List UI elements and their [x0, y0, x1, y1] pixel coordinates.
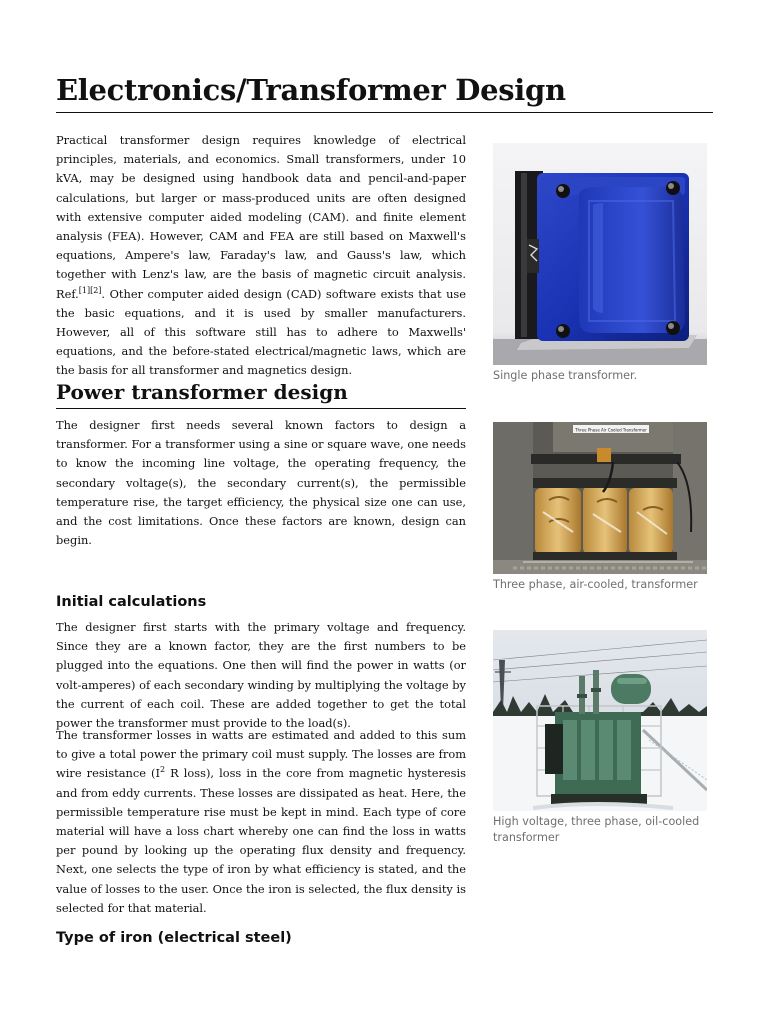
figure-caption-oil-cooled: High voltage, three phase, oil-cooled transformer: [493, 815, 700, 844]
subheading-initial-calculations: Initial calculations: [56, 594, 207, 610]
oil-cooled-transformer-image[interactable]: [493, 630, 707, 811]
section-heading-power-transformer-design: Power transformer design: [56, 378, 466, 409]
intro-text-1: Practical transformer design requires knowledge of electrical principles, materials, and economics. Small transformers, under 10 kVA, may be designed using handbook data and pencil-and-paper calculations, but larger or mass-produced units are often designed with extensive computer aided modeling (CAM). and finite element analysis (FEA). However, CAM and FEA are still based on Maxwell's equations, Ampere's law, Faraday's law, and Gauss's law, which together with Lenz's law, are the basis of magnetic circuit analysis. Ref.: [56, 133, 466, 301]
sign-text: Three Phase Air Cooled Transformer: [575, 427, 647, 433]
single-phase-transformer-illustration: [493, 143, 707, 365]
oil-cooled-transformer-illustration: [493, 630, 707, 811]
initial-calculations-paragraph-1: The designer first starts with the primary voltage and frequency. Since they are a known factor, they are the first numbers to be plugged into the equations. One then will find the power in watts (or volt-amperes) of each secondary winding by multiplying the voltage by the current of each coil. These are added together to get the total power the transformer must provide to the load(s).: [56, 620, 466, 731]
page-title: Electronics/Transformer Design: [56, 72, 713, 113]
power-design-paragraph: The designer first needs several known factors to design a transformer. For a transformer using a sine or square wave, one needs to know the incoming line voltage, the operating frequency, the secondary voltage(s), the secondary current(s), the permissible temperature rise, the target efficiency, the physical size one can use, and the cost limitations. Once these factors are known, design can begin.: [56, 418, 466, 548]
subheading-type-of-iron: Type of iron (electrical steel): [56, 930, 292, 946]
losses-text-1: The transformer losses in watts are estimated and added to this sum to give a total power the primary coil must supply. The losses are from wire resistance (I: [56, 728, 466, 781]
figure-three-phase-air-cooled: [493, 422, 707, 593]
figure-single-phase: [493, 143, 707, 384]
losses-text-2: R loss), loss in the core from magnetic hysteresis and from eddy currents. These losses are dissipated as heat. Here, the permissible temperature rise must be kept in mind. Each type of core material will have a loss chart whereby one can find the loss in watts per pound by looking up the operating flux density and frequency. Next, one selects the type of iron by what efficiency is stated, and the value of losses to the user. Once the iron is selected, the flux density is selected for that material.: [56, 766, 466, 915]
squared-superscript: 2: [159, 765, 166, 775]
intro-text-2: . Other computer aided design (CAD) software exists that use the basic equations, and it is used by smaller manufacturers. However, all of this software still has to adhere to Maxwells' equations, and the before-stated electrical/magnetic laws, which are the basis for all transformer and magnetics design.: [56, 286, 466, 378]
figure-caption-air-cooled: Three phase, air-cooled, transformer: [493, 578, 698, 591]
single-phase-transformer-image[interactable]: [493, 143, 707, 365]
reference-link[interactable]: [1][2]: [78, 285, 102, 295]
figure-caption-single-phase: Single phase transformer.: [493, 369, 638, 382]
figure-oil-cooled: [493, 630, 707, 846]
initial-calculations-paragraph-2: [56, 726, 466, 918]
intro-paragraph: [56, 131, 466, 381]
air-cooled-transformer-illustration: [493, 422, 707, 574]
air-cooled-transformer-image[interactable]: [493, 422, 707, 574]
